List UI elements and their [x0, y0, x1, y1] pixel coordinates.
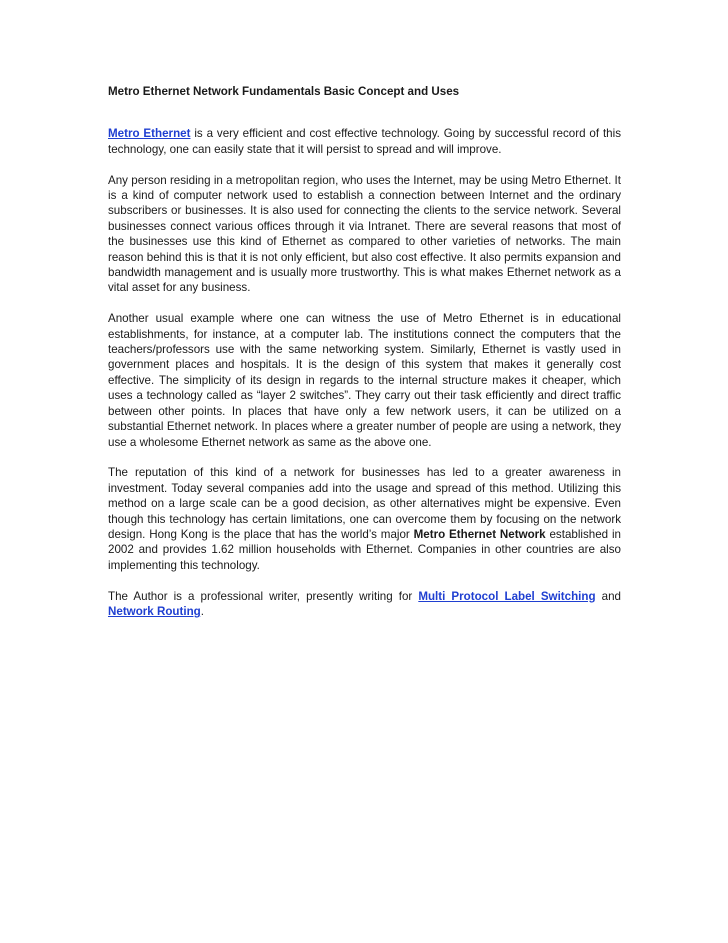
author-text-end: .	[200, 604, 204, 618]
paragraph-3: Another usual example where one can witness the use of Metro Ethernet is in educational establishments, for instance, at a computer lab. The institutions connect the computers that the teachers/professors use with the same networking system. Similarly, Ethernet is vastly used in government places and hospitals. It is the design of this system that makes it generally cost effective. The simplicity of its design in regards to the internal structure makes it cheaper, which uses a technology called as “layer 2 switches”. They carry out their task efficiently and direct traffic between other points. In places that have only a few network users, it can be utilized on a substantial Ethernet network. In places where a greater number of people are using a network, they use a wholesome Ethernet network as same as the above one.	[108, 312, 621, 449]
paragraph-4-text-start: The reputation of this kind of a network for businesses has led to a greater awareness in investment. Today several companies add into the usage and spread of this method. Utilizing this method on a large scale can be a good decision, as other alternatives might be expensive. Even though this technology has certain limitations, one can overcome them by focusing on the network design. Hong Kong is the place that has the world’s major	[108, 466, 621, 541]
paragraph-4	[108, 465, 621, 573]
document-body	[108, 84, 621, 635]
document-title: Metro Ethernet Network Fundamentals Basic Concept and Uses	[108, 85, 460, 98]
metro-ethernet-link[interactable]: Metro Ethernet	[108, 127, 191, 141]
author-text-middle: and	[595, 589, 621, 603]
author-paragraph	[108, 589, 621, 620]
metro-ethernet-network-bold: Metro Ethernet Network	[413, 527, 546, 541]
network-routing-link[interactable]: Network Routing	[108, 604, 201, 618]
author-text-start: The Author is a professional writer, presently writing for	[108, 589, 419, 603]
paragraph-4-text-end: established in 2002 and provides 1.62 million households with Ethernet. Companies in other countries are also implementing this technology.	[108, 527, 621, 572]
paragraph-1	[108, 126, 621, 157]
paragraph-1-text: is a very efficient and cost effective technology. Going by successful record of this technology, one can easily state that it will persist to spread and will improve.	[108, 127, 621, 156]
mpls-link[interactable]: Multi Protocol Label Switching	[418, 589, 596, 603]
paragraph-2: Any person residing in a metropolitan region, who uses the Internet, may be using Metro Ethernet. It is a kind of computer network used to establish a connection between Internet and the ordinary subscribers or businesses. It is also used for connecting the clients to the service network. Several businesses connect various offices through it via Intranet. There are several reasons that most of the businesses use this kind of Ethernet as compared to other varieties of networks. The main reason behind this is that it is not only efficient, but also cost effective. It also permits expansion and bandwidth management and is usually more trustworthy. This is what makes Ethernet network as a vital asset for any business.	[108, 173, 621, 295]
